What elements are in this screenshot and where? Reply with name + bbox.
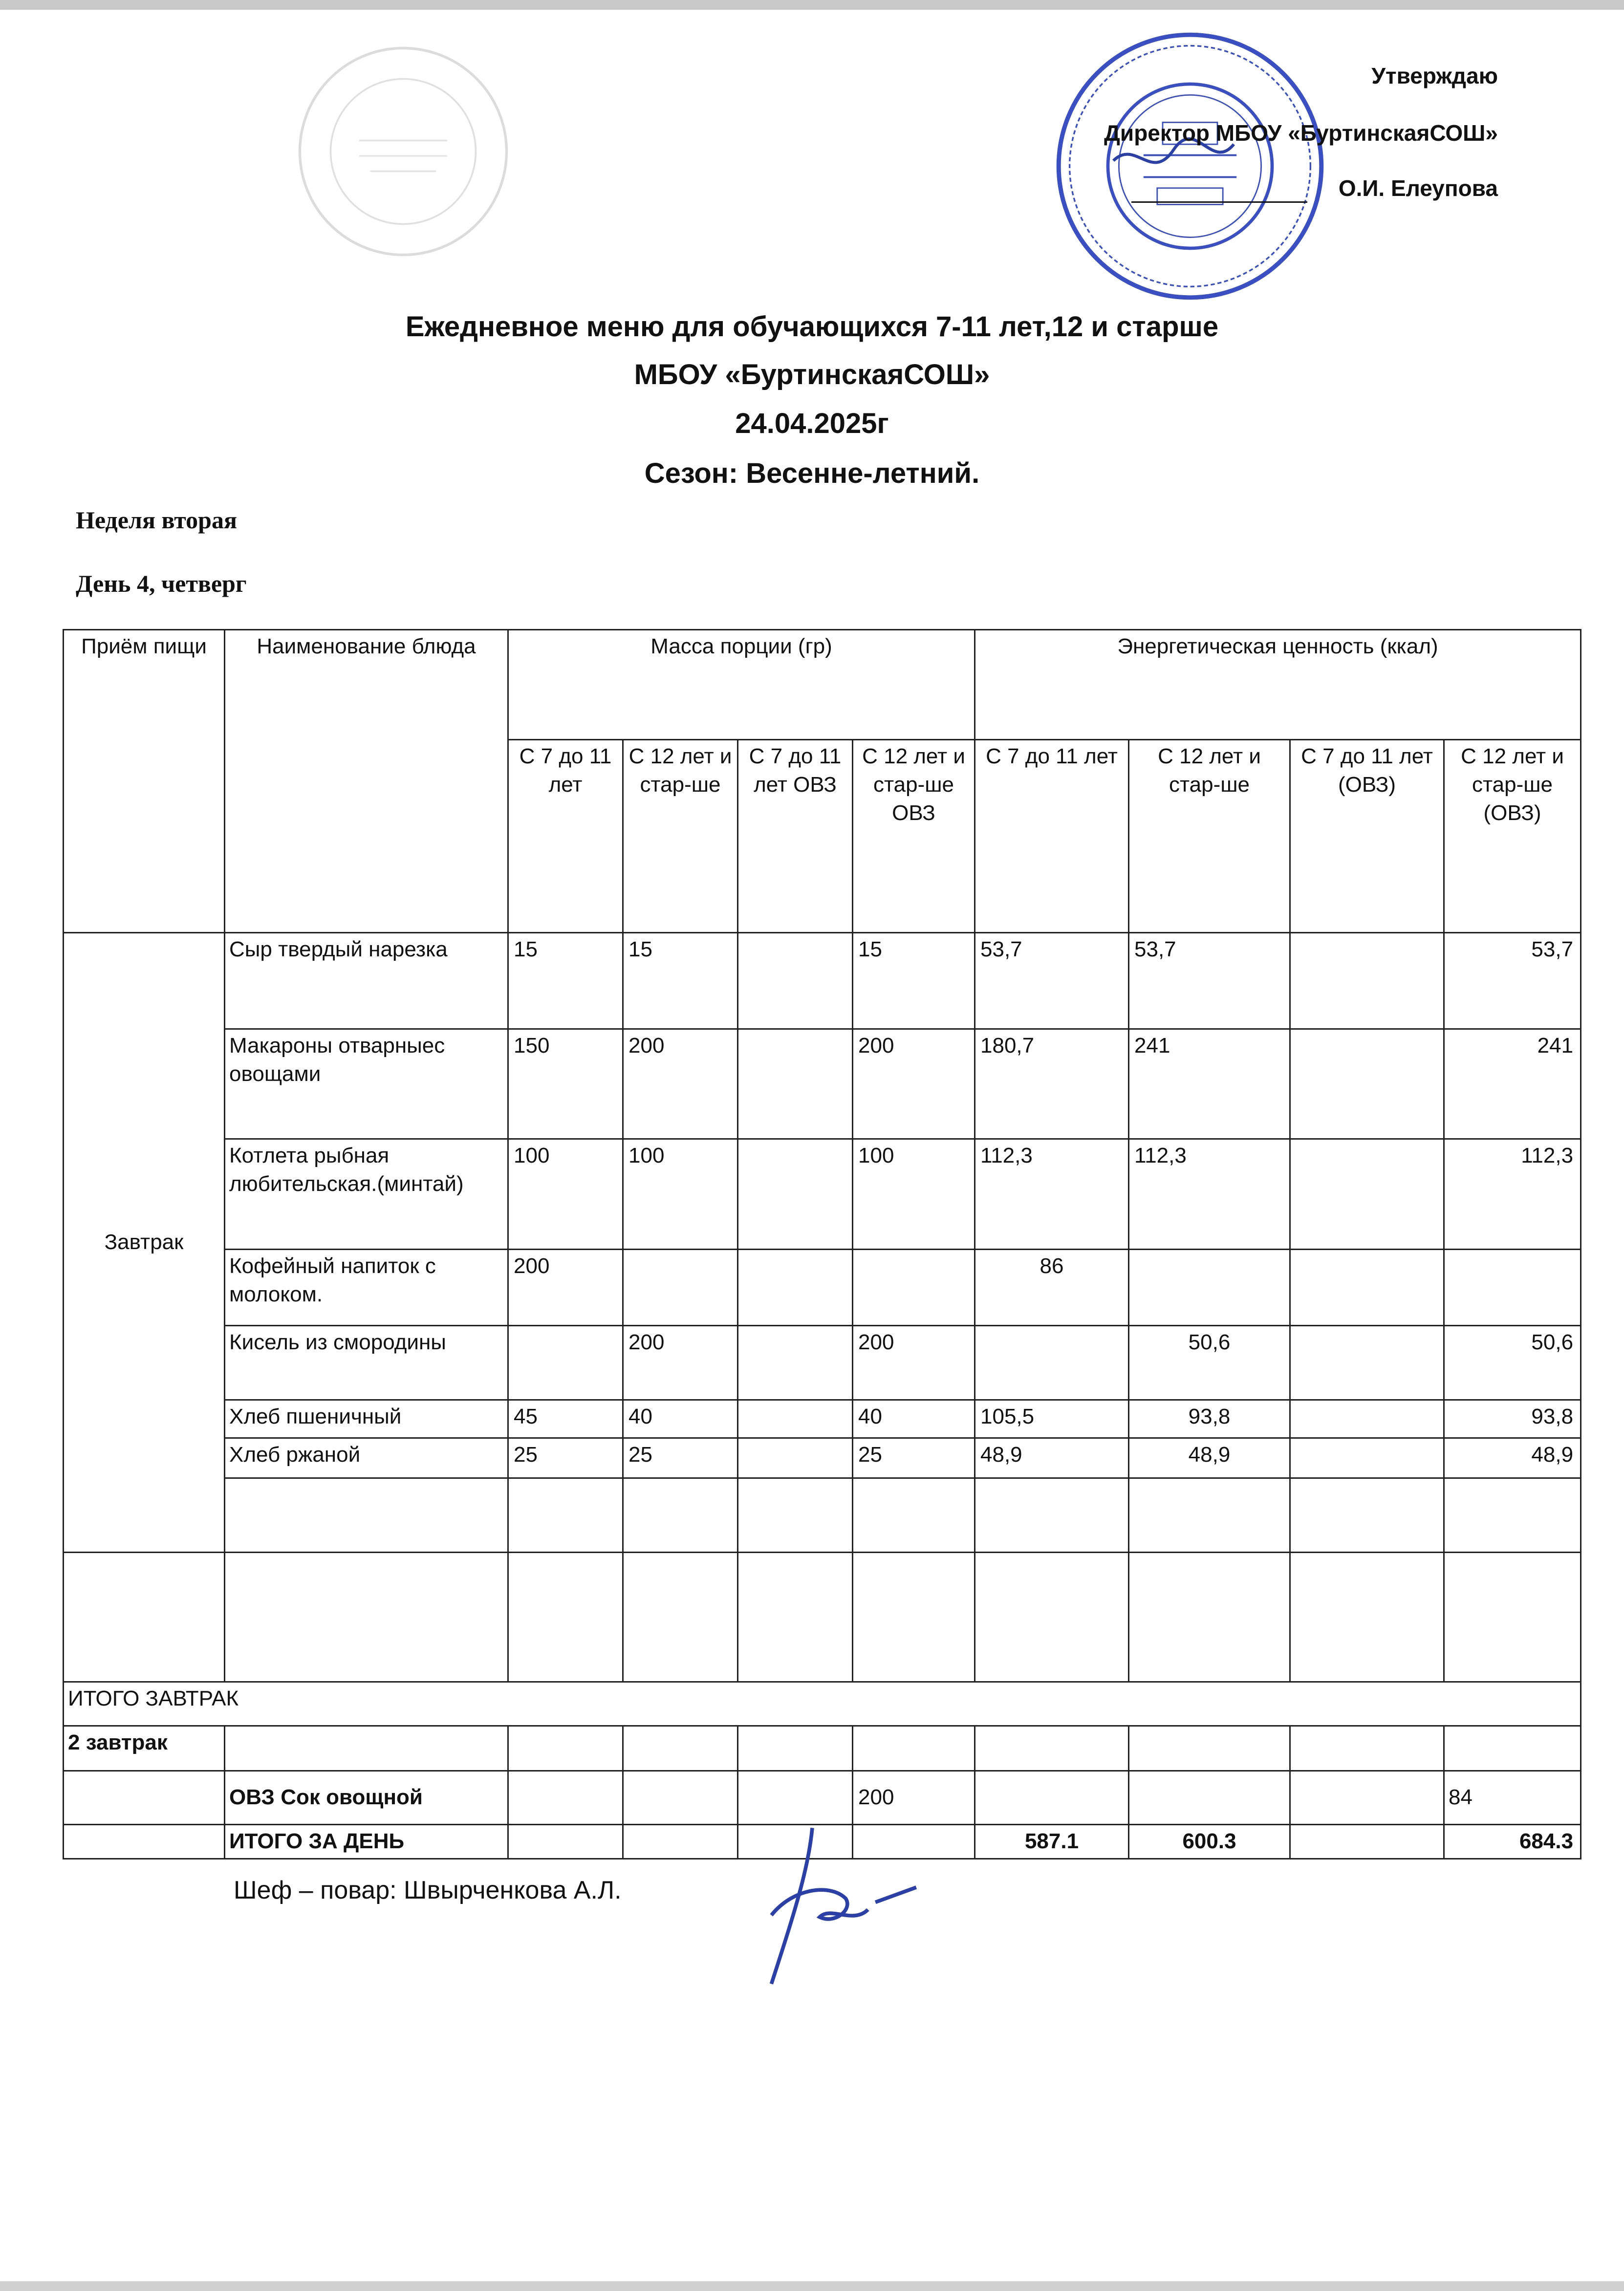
ovz-mass: 200 bbox=[853, 1771, 975, 1825]
subheader-cell: С 12 лет и стар-ше (ОВЗ) bbox=[1444, 740, 1581, 933]
total-day-energy: 600.3 bbox=[1129, 1825, 1290, 1859]
empty-cell bbox=[1129, 1771, 1290, 1825]
empty-cell bbox=[623, 1771, 738, 1825]
mass-cell: 15 bbox=[853, 933, 975, 1029]
energy-cell: 180,7 bbox=[975, 1029, 1129, 1139]
subheader-cell: С 7 до 11 лет bbox=[975, 740, 1129, 933]
subheader-cell: С 12 лет и стар-ше bbox=[623, 740, 738, 933]
energy-cell bbox=[1129, 1250, 1290, 1326]
second-breakfast-row bbox=[64, 1726, 1581, 1771]
total-day-energy: 587.1 bbox=[975, 1825, 1129, 1859]
energy-cell bbox=[1290, 1029, 1444, 1139]
mass-cell bbox=[738, 1400, 853, 1438]
empty-cell bbox=[1129, 1726, 1290, 1771]
empty-cell bbox=[853, 1478, 975, 1553]
energy-cell: 48,9 bbox=[975, 1438, 1129, 1478]
mass-cell: 200 bbox=[623, 1326, 738, 1400]
official-seal-stamp bbox=[1053, 29, 1327, 303]
page-title-line-2: МБОУ «БуртинскаяСОШ» bbox=[634, 359, 990, 390]
mass-cell: 200 bbox=[853, 1326, 975, 1400]
approval-name: О.И. Елеупова bbox=[1338, 175, 1498, 201]
empty-cell bbox=[853, 1553, 975, 1682]
table-row-empty bbox=[64, 1478, 1581, 1553]
mass-cell bbox=[738, 1250, 853, 1326]
energy-cell: 112,3 bbox=[1129, 1139, 1290, 1250]
empty-cell bbox=[975, 1553, 1129, 1682]
energy-cell: 241 bbox=[1129, 1029, 1290, 1139]
energy-cell: 93,8 bbox=[1444, 1400, 1581, 1438]
energy-cell bbox=[1290, 1400, 1444, 1438]
energy-cell: 50,6 bbox=[1444, 1326, 1581, 1400]
mass-cell: 100 bbox=[853, 1139, 975, 1250]
table-row-empty bbox=[64, 1553, 1581, 1682]
dish-name: Хлеб ржаной bbox=[225, 1438, 508, 1478]
header-mass: Масса порции (гр) bbox=[508, 630, 975, 740]
energy-cell: 112,3 bbox=[975, 1139, 1129, 1250]
empty-cell bbox=[623, 1726, 738, 1771]
mass-cell: 45 bbox=[508, 1400, 623, 1438]
subheader-cell: С 12 лет и стар-ше ОВЗ bbox=[853, 740, 975, 933]
empty-cell bbox=[1129, 1553, 1290, 1682]
empty-cell bbox=[1444, 1553, 1581, 1682]
approval-director: Директор МБОУ «БуртинскаяСОШ» bbox=[1104, 120, 1498, 146]
mass-cell: 25 bbox=[623, 1438, 738, 1478]
table-row bbox=[64, 1029, 1581, 1139]
chef-signature-image bbox=[738, 1808, 924, 2004]
dish-name: Кисель из смородины bbox=[225, 1326, 508, 1400]
table-header-row bbox=[64, 630, 1581, 740]
empty-cell bbox=[508, 1726, 623, 1771]
mass-cell: 40 bbox=[853, 1400, 975, 1438]
mass-cell: 25 bbox=[508, 1438, 623, 1478]
mass-cell: 100 bbox=[508, 1139, 623, 1250]
empty-cell bbox=[975, 1726, 1129, 1771]
empty-cell bbox=[738, 1726, 853, 1771]
energy-cell: 241 bbox=[1444, 1029, 1581, 1139]
total-breakfast-row bbox=[64, 1682, 1581, 1726]
mass-cell: 15 bbox=[508, 933, 623, 1029]
ovz-energy: 84 bbox=[1444, 1771, 1581, 1825]
table-row bbox=[64, 1139, 1581, 1250]
approval-heading: Утверждаю bbox=[1371, 63, 1498, 88]
energy-cell: 105,5 bbox=[975, 1400, 1129, 1438]
table-row bbox=[64, 1326, 1581, 1400]
energy-cell bbox=[1290, 1250, 1444, 1326]
mass-cell bbox=[623, 1250, 738, 1326]
mass-cell bbox=[738, 1139, 853, 1250]
energy-cell bbox=[1290, 1438, 1444, 1478]
header-dish: Наименование блюда bbox=[225, 630, 508, 933]
second-breakfast-label: 2 завтрак bbox=[64, 1726, 225, 1771]
energy-cell: 53,7 bbox=[975, 933, 1129, 1029]
empty-cell bbox=[64, 1553, 225, 1682]
energy-cell: 93,8 bbox=[1129, 1400, 1290, 1438]
scan-edge-top bbox=[0, 0, 1624, 10]
empty-cell bbox=[1290, 1553, 1444, 1682]
dish-name: Сыр твердый нарезка bbox=[225, 933, 508, 1029]
header-energy: Энергетическая ценность (ккал) bbox=[975, 630, 1581, 740]
energy-cell: 53,7 bbox=[1444, 933, 1581, 1029]
page-title-season: Сезон: Весенне-летний. bbox=[644, 457, 980, 489]
signature-line bbox=[1131, 201, 1307, 203]
empty-cell bbox=[508, 1825, 623, 1859]
mass-cell bbox=[853, 1250, 975, 1326]
empty-cell bbox=[1290, 1771, 1444, 1825]
dish-name: Хлеб пшеничный bbox=[225, 1400, 508, 1438]
empty-cell bbox=[623, 1825, 738, 1859]
mass-cell bbox=[508, 1326, 623, 1400]
energy-cell bbox=[1290, 1139, 1444, 1250]
dish-name: Котлета рыбная любительская.(минтай) bbox=[225, 1139, 508, 1250]
dish-name: Кофейный напиток с молоком. bbox=[225, 1250, 508, 1326]
subheader-cell: С 7 до 11 лет bbox=[508, 740, 623, 933]
empty-cell bbox=[1444, 1478, 1581, 1553]
table-row bbox=[64, 933, 1581, 1029]
meal-breakfast: Завтрак bbox=[64, 933, 225, 1553]
empty-cell bbox=[1290, 1726, 1444, 1771]
total-day-label: ИТОГО ЗА ДЕНЬ bbox=[225, 1825, 508, 1859]
energy-cell: 50,6 bbox=[1129, 1326, 1290, 1400]
empty-cell bbox=[623, 1553, 738, 1682]
mass-cell bbox=[738, 1326, 853, 1400]
empty-cell bbox=[623, 1478, 738, 1553]
total-breakfast-label: ИТОГО ЗАВТРАК bbox=[64, 1682, 1581, 1726]
empty-cell bbox=[1444, 1726, 1581, 1771]
empty-cell bbox=[1129, 1478, 1290, 1553]
empty-cell bbox=[738, 1478, 853, 1553]
mass-cell: 150 bbox=[508, 1029, 623, 1139]
mass-cell bbox=[738, 933, 853, 1029]
energy-cell: 48,9 bbox=[1129, 1438, 1290, 1478]
table-row bbox=[64, 1250, 1581, 1326]
table-row bbox=[64, 1438, 1581, 1478]
energy-cell: 112,3 bbox=[1444, 1139, 1581, 1250]
empty-cell bbox=[853, 1726, 975, 1771]
subheader-cell: С 12 лет и стар-ше bbox=[1129, 740, 1290, 933]
energy-cell: 53,7 bbox=[1129, 933, 1290, 1029]
empty-cell bbox=[738, 1553, 853, 1682]
table-row bbox=[64, 1400, 1581, 1438]
mass-cell: 200 bbox=[623, 1029, 738, 1139]
energy-cell bbox=[1290, 933, 1444, 1029]
energy-cell bbox=[1444, 1250, 1581, 1326]
mass-cell bbox=[738, 1029, 853, 1139]
day-label: День 4, четверг bbox=[76, 570, 247, 597]
mass-cell: 200 bbox=[853, 1029, 975, 1139]
chef-signature-line: Шеф – повар: Швырченкова А.Л. bbox=[234, 1876, 622, 1904]
mass-cell: 40 bbox=[623, 1400, 738, 1438]
scan-edge-bottom bbox=[0, 2281, 1624, 2291]
empty-cell bbox=[975, 1771, 1129, 1825]
week-label: Неделя вторая bbox=[76, 506, 238, 534]
mass-cell bbox=[738, 1438, 853, 1478]
empty-cell bbox=[64, 1771, 225, 1825]
empty-cell bbox=[225, 1726, 508, 1771]
empty-cell bbox=[508, 1478, 623, 1553]
total-day-energy: 684.3 bbox=[1444, 1825, 1581, 1859]
ghost-stamp-image bbox=[293, 42, 513, 261]
energy-cell: 48,9 bbox=[1444, 1438, 1581, 1478]
page-title-date: 24.04.2025г bbox=[735, 408, 889, 439]
empty-cell bbox=[508, 1553, 623, 1682]
empty-cell bbox=[1290, 1478, 1444, 1553]
energy-cell: 86 bbox=[975, 1250, 1129, 1326]
empty-cell bbox=[508, 1771, 623, 1825]
menu-table bbox=[63, 629, 1581, 1859]
subheader-cell: С 7 до 11 лет ОВЗ bbox=[738, 740, 853, 933]
empty-cell bbox=[64, 1825, 225, 1859]
page-title-line-1: Ежедневное меню для обучающихся 7-11 лет,12 и старше bbox=[405, 311, 1219, 343]
empty-cell bbox=[225, 1553, 508, 1682]
ovz-dish: ОВЗ Сок овощной bbox=[225, 1771, 508, 1825]
energy-cell bbox=[1290, 1326, 1444, 1400]
mass-cell: 100 bbox=[623, 1139, 738, 1250]
empty-cell bbox=[1290, 1825, 1444, 1859]
mass-cell: 200 bbox=[508, 1250, 623, 1326]
subheader-cell: С 7 до 11 лет (ОВЗ) bbox=[1290, 740, 1444, 933]
mass-cell: 25 bbox=[853, 1438, 975, 1478]
empty-cell bbox=[225, 1478, 508, 1553]
energy-cell bbox=[975, 1326, 1129, 1400]
mass-cell: 15 bbox=[623, 933, 738, 1029]
dish-name: Макароны отварныес овощами bbox=[225, 1029, 508, 1139]
header-meal: Приём пищи bbox=[64, 630, 225, 933]
empty-cell bbox=[975, 1478, 1129, 1553]
